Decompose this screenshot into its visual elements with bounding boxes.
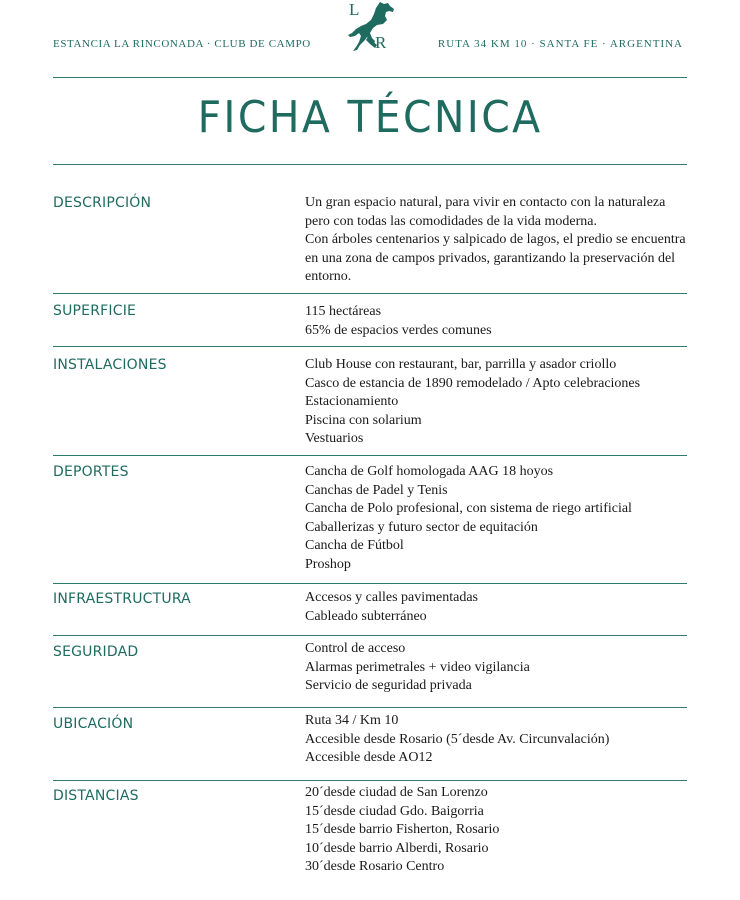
section-distancias	[53, 781, 687, 891]
content-line: Un gran espacio natural, para vivir en contacto con la naturaleza	[305, 195, 666, 210]
section-instalaciones	[53, 347, 687, 455]
section-label: DEPORTES	[53, 464, 129, 480]
header-right-text: RUTA 34 KM 10 · SANTA FE · ARGENTINA	[437, 38, 683, 50]
content-line: Caballerizas y futuro sector de equitación	[305, 519, 538, 535]
content-line: Casco de estancia de 1890 remodelado / Apto celebraciones	[305, 375, 641, 391]
content-line: Club House con restaurant, bar, parrilla y asador criollo	[305, 357, 617, 372]
horse-icon	[344, 0, 398, 56]
section-label: DESCRIPCIÓN	[53, 195, 152, 211]
section-content	[305, 589, 687, 626]
content-line: Control de acceso	[305, 641, 406, 656]
content-line: 30´desde Rosario Centro	[305, 859, 445, 875]
content-line: pero con todas las comodidades de la vida moderna.	[305, 213, 597, 229]
section-superficie	[53, 294, 687, 345]
section-content	[305, 463, 687, 575]
section-label: SUPERFICIE	[53, 303, 137, 319]
content-line: Canchas de Padel y Tenis	[305, 482, 448, 498]
section-label: UBICACIÓN	[53, 716, 134, 732]
content-line: 65% de espacios verdes comunes	[305, 322, 492, 338]
content-line: entorno.	[305, 269, 352, 285]
header-divider	[53, 77, 687, 78]
content-line: Cableado subterráneo	[305, 608, 427, 624]
horse-logo	[344, 0, 398, 56]
section-content	[305, 784, 687, 877]
section-ubicacion	[53, 708, 687, 780]
content-line: Cancha de Polo profesional, con sistema de riego artificial	[305, 501, 632, 517]
section-deportes	[53, 456, 687, 583]
content-line: Accesos y calles pavimentadas	[305, 590, 478, 605]
content-line: Con árboles centenarios y salpicado de lagos, el predio se encuentra	[305, 232, 686, 248]
content-line: Estacionamiento	[305, 394, 399, 410]
section-content	[305, 712, 687, 768]
content-line: Cancha de Fútbol	[305, 538, 404, 554]
section-content	[305, 194, 687, 287]
section-seguridad	[53, 636, 687, 707]
content-line: Piscina con solarium	[305, 412, 422, 428]
section-label: SEGURIDAD	[53, 644, 139, 660]
content-line: Accesible desde AO12	[305, 750, 433, 766]
page-title: FICHA TÉCNICA	[197, 92, 543, 143]
section-label: DISTANCIAS	[53, 788, 139, 804]
section-label: INSTALACIONES	[53, 357, 167, 373]
section-infraestructura	[53, 584, 687, 635]
content-line: 20´desde ciudad de San Lorenzo	[305, 785, 488, 800]
content-line: Vestuarios	[305, 431, 364, 447]
content-line: Cancha de Golf homologada AAG 18 hoyos	[305, 464, 554, 479]
content-line: Accesible desde Rosario (5´desde Av. Circunvalación)	[305, 731, 610, 747]
content-line: 115 hectáreas	[305, 304, 382, 319]
section-content	[305, 640, 687, 696]
content-line: Ruta 34 / Km 10	[305, 713, 399, 728]
content-line: en una zona de campos privados, garantizando la preservación del	[305, 250, 676, 266]
content-line: Alarmas perimetrales + video vigilancia	[305, 659, 530, 675]
header-left-text: ESTANCIA LA RINCONADA · CLUB DE CAMPO	[53, 38, 311, 50]
section-descripcion	[53, 165, 687, 293]
section-content	[305, 356, 687, 449]
logo-letter-r: R	[375, 33, 387, 52]
content-line: 15´desde ciudad Gdo. Baigorria	[305, 803, 484, 819]
section-content	[305, 303, 687, 340]
content-line: 15´desde barrio Fisherton, Rosario	[305, 822, 500, 838]
section-label: INFRAESTRUCTURA	[53, 591, 191, 607]
logo-letter-l: L	[349, 0, 360, 19]
content-line: Proshop	[305, 556, 351, 572]
content-line: 10´desde barrio Alberdi, Rosario	[305, 840, 489, 856]
content-line: Servicio de seguridad privada	[305, 678, 472, 694]
